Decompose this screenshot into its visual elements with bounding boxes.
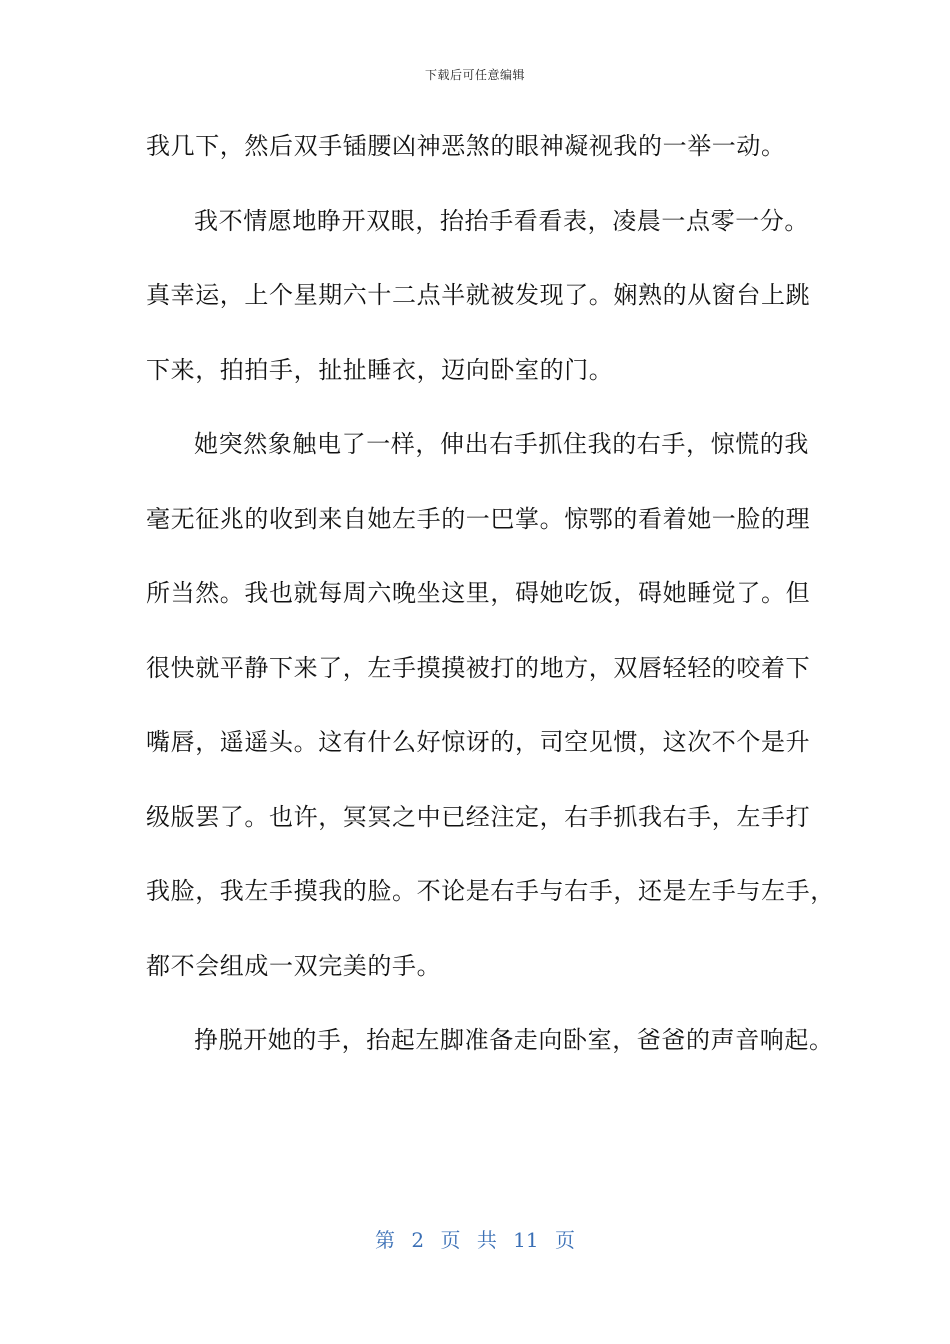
footer-page-number: 2 xyxy=(411,1228,425,1252)
paragraph-line: 我几下，然后双手锸腰凶神恶煞的眼神凝视我的一举一动。 xyxy=(146,132,786,160)
paragraph-line: 真幸运，上个星期六十二点半就被发现了。娴熟的从窗台上跳 xyxy=(146,281,811,309)
paragraph-line: 我不情愿地睁开双眼，抬抬手看看表，凌晨一点零一分。 xyxy=(194,206,809,235)
paragraph-line: 都不会组成一双完美的手。 xyxy=(146,951,442,980)
paragraph-line: 她突然象触电了一样，伸出右手抓住我的右手，惊慌的我 xyxy=(194,430,809,458)
footer-total-pages: 11 xyxy=(513,1228,539,1252)
footer-label-gong: 共 xyxy=(476,1228,497,1252)
footer-label-di: 第 xyxy=(375,1228,395,1252)
paragraph-line: 级版罢了。也许，冥冥之中已经注定，右手抓我右手，左手打 xyxy=(146,802,811,831)
body-text xyxy=(146,124,835,1093)
paragraph-line: 下来，拍拍手，扯扯睡衣，迈向卧室的门。 xyxy=(146,355,614,384)
paragraph-line: 毫无征兆的收到来自她左手的一巴掌。惊鄂的看着她一脸的理 xyxy=(146,504,811,533)
paragraph-line: 挣脱开她的手，抬起左脚准备走向卧室，爸爸的声音响起。 xyxy=(194,1026,834,1054)
paragraph-line: 很快就平静下来了，左手摸摸被打的地方，双唇轻轻的咬着下 xyxy=(146,653,811,682)
page-header: 下载后可任意编辑 xyxy=(424,68,525,82)
paragraph-line: 所当然。我也就每周六晚坐这里，碍她吃饭，碍她睡觉了。但 xyxy=(146,579,811,607)
page-footer xyxy=(0,1224,950,1253)
paragraph-line: 嘴唇，遥遥头。这有什么好惊讶的，司空见惯，这次不个是升 xyxy=(146,728,811,756)
footer-label-ye-total: 页 xyxy=(554,1228,575,1252)
paragraph-line: 我脸，我左手摸我的脸。不论是右手与右手，还是左手与左手， xyxy=(146,877,835,905)
footer-label-ye: 页 xyxy=(440,1228,461,1252)
